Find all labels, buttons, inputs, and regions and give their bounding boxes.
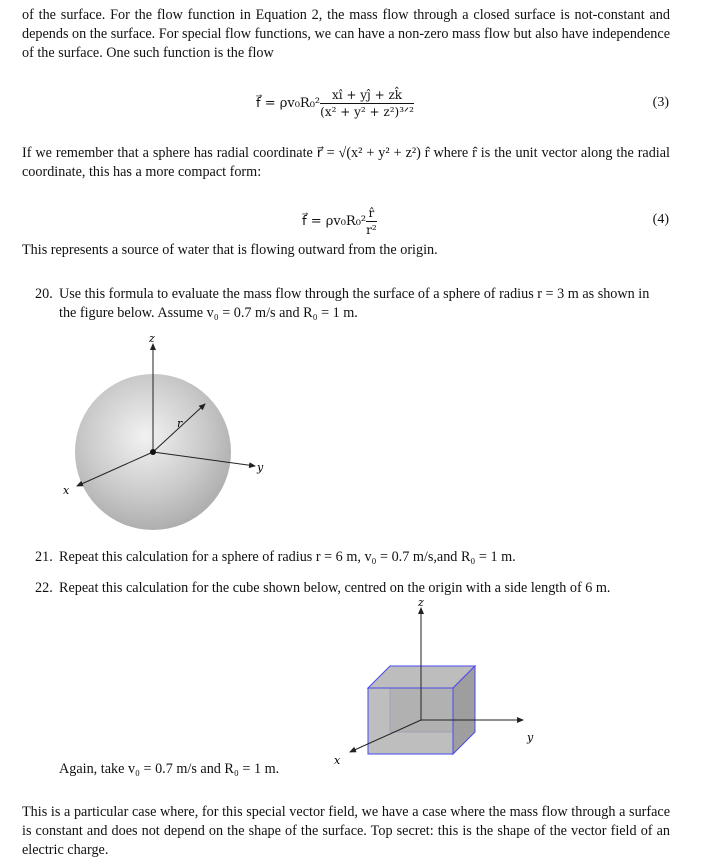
equation-3 — [256, 88, 414, 119]
paragraph-conclusion: This is a particular case where, for this special vector field, we have a case where the mass flow through a surface is constant and does not depend on the shape of the surface. Top secret: this is the shape of the vector field of an electric charge. — [22, 804, 670, 858]
eq4-lhs: f⃗ = ρv₀R₀² — [302, 214, 367, 229]
question-number: 20. — [35, 286, 53, 302]
paragraph-again: Again, take v₀ = 0.7 m/s and R₀ = 1 m. — [59, 761, 280, 777]
z-label: z — [418, 596, 424, 609]
z-label: z — [149, 332, 155, 345]
equation-3-number: (3) — [652, 95, 669, 110]
y-label: y — [257, 461, 264, 474]
eq3-lhs: f⃗ = ρv₀R₀² — [256, 96, 321, 111]
r-label: r — [177, 417, 183, 430]
x-label: x — [334, 754, 341, 767]
paragraph-source: This represents a source of water that is flowing outward from the origin. — [22, 242, 438, 258]
question-text: Repeat this calculation for the cube shown below, centred on the origin with a side length of 6 m. — [59, 580, 611, 596]
eq4-numerator: r̂ — [366, 206, 377, 222]
paragraph-sphere-coordinate: If we remember that a sphere has radial coordinate r⃗ = √(x² + y² + z²) r̂ where r̂ is the unit vector along the radial coordinate, this has a more compact form: — [22, 145, 670, 180]
x-label: x — [63, 484, 70, 497]
origin-point — [150, 449, 156, 455]
eq3-numerator: xî + yĵ + zk̂ — [320, 88, 414, 104]
equation-4-number: (4) — [652, 212, 669, 227]
eq3-denominator: (x² + y² + z²)³ᐟ² — [320, 105, 414, 119]
question-number: 22. — [35, 580, 53, 596]
y-label: y — [527, 731, 534, 744]
equation-4 — [302, 206, 377, 237]
paragraph-intro: of the surface. For the flow function in Equation 2, the mass flow through a closed surface is not-constant and depends on the surface. For special flow functions, we can have a non-zero mass flow but also have independence of the surface. One such function is the flow — [22, 7, 670, 61]
cube-figure — [330, 596, 560, 771]
sphere-figure — [55, 330, 285, 540]
cube-front-face — [368, 688, 453, 754]
eq4-denominator: r² — [366, 223, 377, 237]
question-text: Repeat this calculation for a sphere of radius r = 6 m, v₀ = 0.7 m/s,and R₀ = 1 m. — [59, 549, 516, 565]
question-text: Use this formula to evaluate the mass flow through the surface of a sphere of radius r = 3 m as shown in the figure below. Assume v₀ = 0.7 m/s and R₀ = 1 m. — [59, 286, 650, 321]
question-number: 21. — [35, 549, 53, 565]
